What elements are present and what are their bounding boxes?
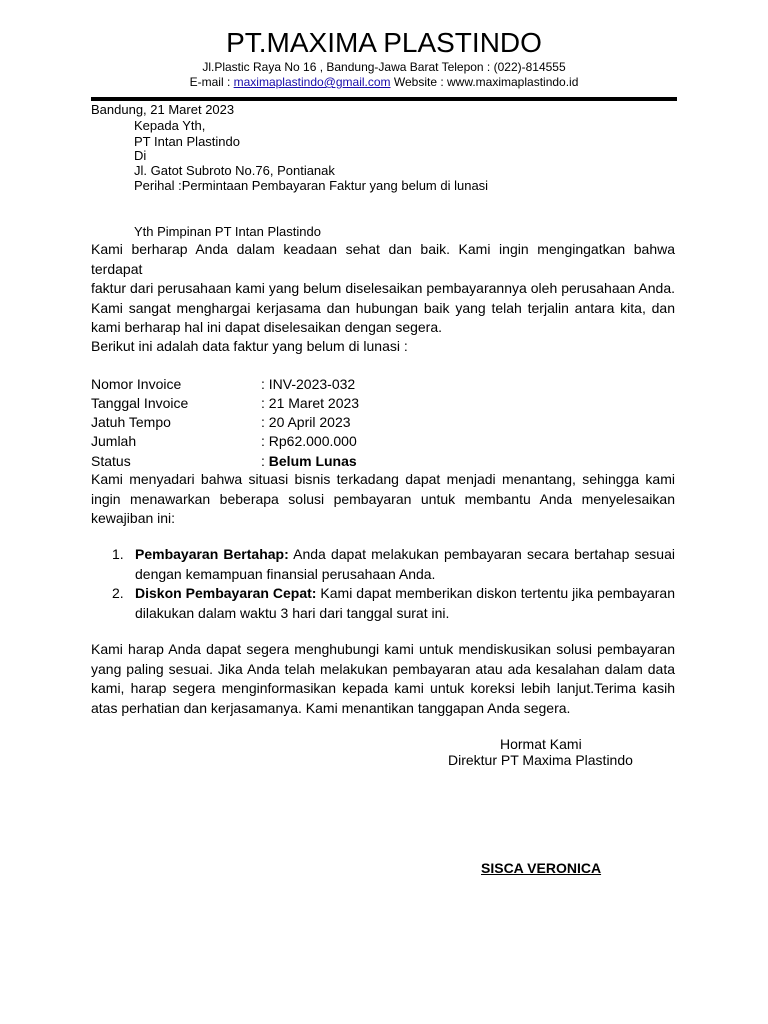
paragraph-closing: [91, 640, 675, 718]
list-item-line: dilakukan dalam waktu 3 hari dari tanggal surat ini.: [135, 604, 450, 621]
list-item-text: Anda dapat melakukan pembayaran secara bertahap sesuai: [288, 546, 675, 562]
list-item-line: dengan kemampuan finansial perusahaan Anda.: [135, 565, 436, 582]
paragraph-line: yang paling sesuai. Jika Anda telah melakukan pembayaran atau ada kesalahan dalam data: [91, 660, 675, 677]
list-item-line: [135, 545, 675, 565]
paragraph-line: ingin menawarkan beberapa solusi pembayaran untuk membantu Anda menyelesaikan: [91, 490, 675, 507]
list-item: [135, 584, 675, 623]
invoice-number-value: : INV-2023-032: [261, 376, 356, 392]
list-item: [135, 545, 675, 584]
subject-line: Perihal :Permintaan Pembayaran Faktur yang belum di lunasi: [134, 178, 489, 193]
website-text: Website : www.maximaplastindo.id: [390, 75, 579, 89]
recipient-di: Di: [134, 148, 147, 163]
list-item-text: Kami dapat memberikan diskon tertentu jika pembayaran: [316, 585, 675, 601]
amount-label: Jumlah: [91, 433, 137, 449]
status-colon: :: [261, 453, 269, 469]
status-value: Belum Lunas: [268, 453, 357, 469]
list-item-title: Pembayaran Bertahap:: [135, 546, 289, 562]
list-number: 1.: [112, 546, 124, 562]
recipient-address: Jl. Gatot Subroto No.76, Pontianak: [134, 163, 335, 178]
paragraph-opening: [91, 240, 675, 338]
list-number: 2.: [112, 585, 124, 601]
salutation: Yth Pimpinan PT Intan Plastindo: [134, 224, 321, 239]
list-item-line: [135, 584, 675, 604]
signer-name: SISCA VERONICA: [481, 860, 602, 876]
paragraph-line: atas perhatian dan kerjasamanya. Kami menantikan tanggapan Anda segera.: [91, 699, 571, 716]
paragraph-line: Kami menyadari bahwa situasi bisnis terkadang dapat menjadi menantang, sehingga kami: [91, 471, 675, 487]
list-item-title: Diskon Pembayaran Cepat:: [135, 585, 317, 601]
invoice-date-value: : 21 Maret 2023: [261, 395, 360, 411]
due-date-value: : 20 April 2023: [261, 414, 351, 430]
email-label: E-mail :: [189, 75, 234, 89]
status-label: Status: [91, 453, 131, 469]
paragraph-line: Kami harap Anda dapat segera menghubungi kami untuk mendiskusikan solusi pembayaran: [91, 641, 675, 657]
paragraph-line: Kami berharap Anda dalam keadaan sehat dan baik. Kami ingin mengingatkan bahwa terdapat: [91, 241, 675, 277]
paragraph-line: kami berharap hal ini dapat diselesaikan dengan segera.: [91, 319, 443, 335]
invoice-date-label: Tanggal Invoice: [91, 395, 189, 411]
company-name: PT.MAXIMA PLASTINDO: [226, 27, 542, 58]
recipient-company: PT Intan Plastindo: [134, 134, 240, 149]
company-address: Jl.Plastic Raya No 16 , Bandung-Jawa Barat Telepon : (022)-814555: [202, 60, 566, 74]
due-date-label: Jatuh Tempo: [91, 414, 171, 430]
invoice-number-label: Nomor Invoice: [91, 376, 182, 392]
paragraph-line: kami, harap segera menginformasikan kepada kami untuk koreksi lebih lanjut.Terima kasih: [91, 680, 675, 696]
company-contact: [0, 75, 768, 90]
place-date: Bandung, 21 Maret 2023: [91, 102, 235, 117]
paragraph-line: Kami sangat menghargai kerjasama dan hubungan baik yang telah terjalin antara kita, dan: [91, 299, 675, 316]
paragraph-solutions-intro: [91, 470, 675, 529]
recipient-greeting: Kepada Yth,: [134, 118, 206, 133]
invoice-intro: Berikut ini adalah data faktur yang belum di lunasi :: [91, 338, 408, 354]
status-field: [261, 452, 357, 471]
paragraph-line: kewajiban ini:: [91, 510, 176, 526]
paragraph-line: faktur dari perusahaan kami yang belum diselesaikan pembayarannya oleh perusahaan Anda.: [91, 280, 675, 296]
signer-title: Direktur PT Maxima Plastindo: [448, 752, 633, 768]
amount-value: : Rp62.000.000: [261, 433, 357, 449]
letterhead-divider: [91, 97, 677, 101]
closing-regards: Hormat Kami: [500, 736, 582, 752]
email-link[interactable]: maximaplastindo@gmail.com: [233, 75, 391, 89]
